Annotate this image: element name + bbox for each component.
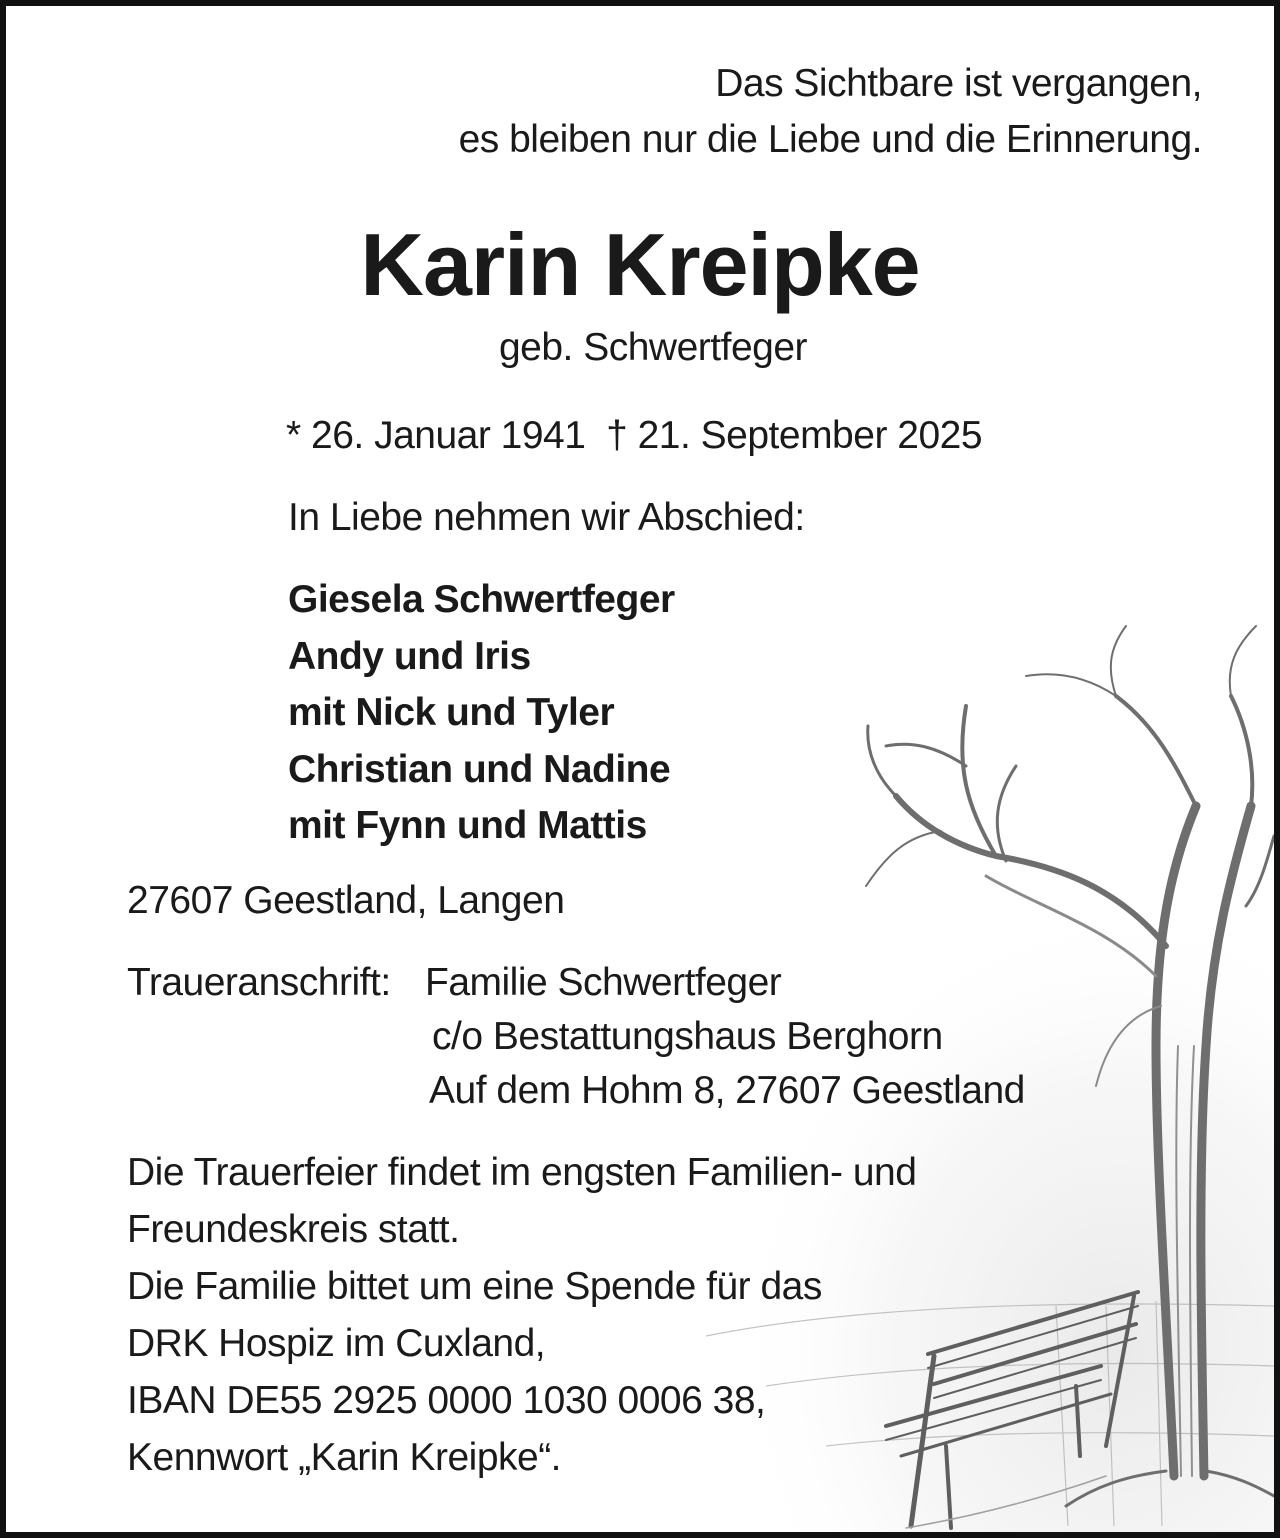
notice-line: Die Familie bittet um eine Spende für das (127, 1265, 822, 1308)
mourner-name: Christian und Nadine (288, 747, 671, 791)
mourner-name: Giesela Schwertfeger (288, 578, 675, 621)
mourner-name: Andy und Iris (288, 634, 531, 678)
mourning-address-label: Traueranschrift: (127, 961, 391, 1004)
mourner-name: mit Nick und Tyler (288, 691, 615, 734)
notice-line: Kennwort „Karin Kreipke“. (127, 1436, 562, 1479)
birth-date: * 26. Januar 1941 (286, 414, 586, 457)
mourner-name: mit Fynn und Mattis (288, 804, 647, 847)
deceased-name: Karin Kreipke (360, 215, 920, 314)
place: 27607 Geestland, Langen (127, 879, 565, 922)
mourning-address-line-2: c/o Bestattungshaus Berghorn (432, 1015, 943, 1058)
mourners-list (288, 572, 675, 855)
notice-line: Freundeskreis statt. (127, 1208, 460, 1251)
notice-line: Die Trauerfeier findet im engsten Familien- und (127, 1151, 917, 1194)
maiden-name: geb. Schwertfeger (498, 326, 807, 369)
quote-line-1: Das Sichtbare ist vergangen, (715, 62, 1202, 105)
notice-line: IBAN DE55 2925 0000 1030 0006 38, (127, 1379, 766, 1422)
notice-line: DRK Hospiz im Cuxland, (127, 1322, 546, 1365)
quote-line-2: es bleiben nur die Liebe und die Erinnerung. (458, 118, 1202, 161)
mourning-address-line-1: Familie Schwertfeger (425, 961, 782, 1004)
mourning-address-line-3: Auf dem Hohm 8, 27607 Geestland (429, 1069, 1025, 1112)
life-dates (286, 414, 982, 458)
farewell-intro: In Liebe nehmen wir Abschied: (288, 496, 805, 539)
death-date: † 21. September 2025 (606, 414, 983, 457)
